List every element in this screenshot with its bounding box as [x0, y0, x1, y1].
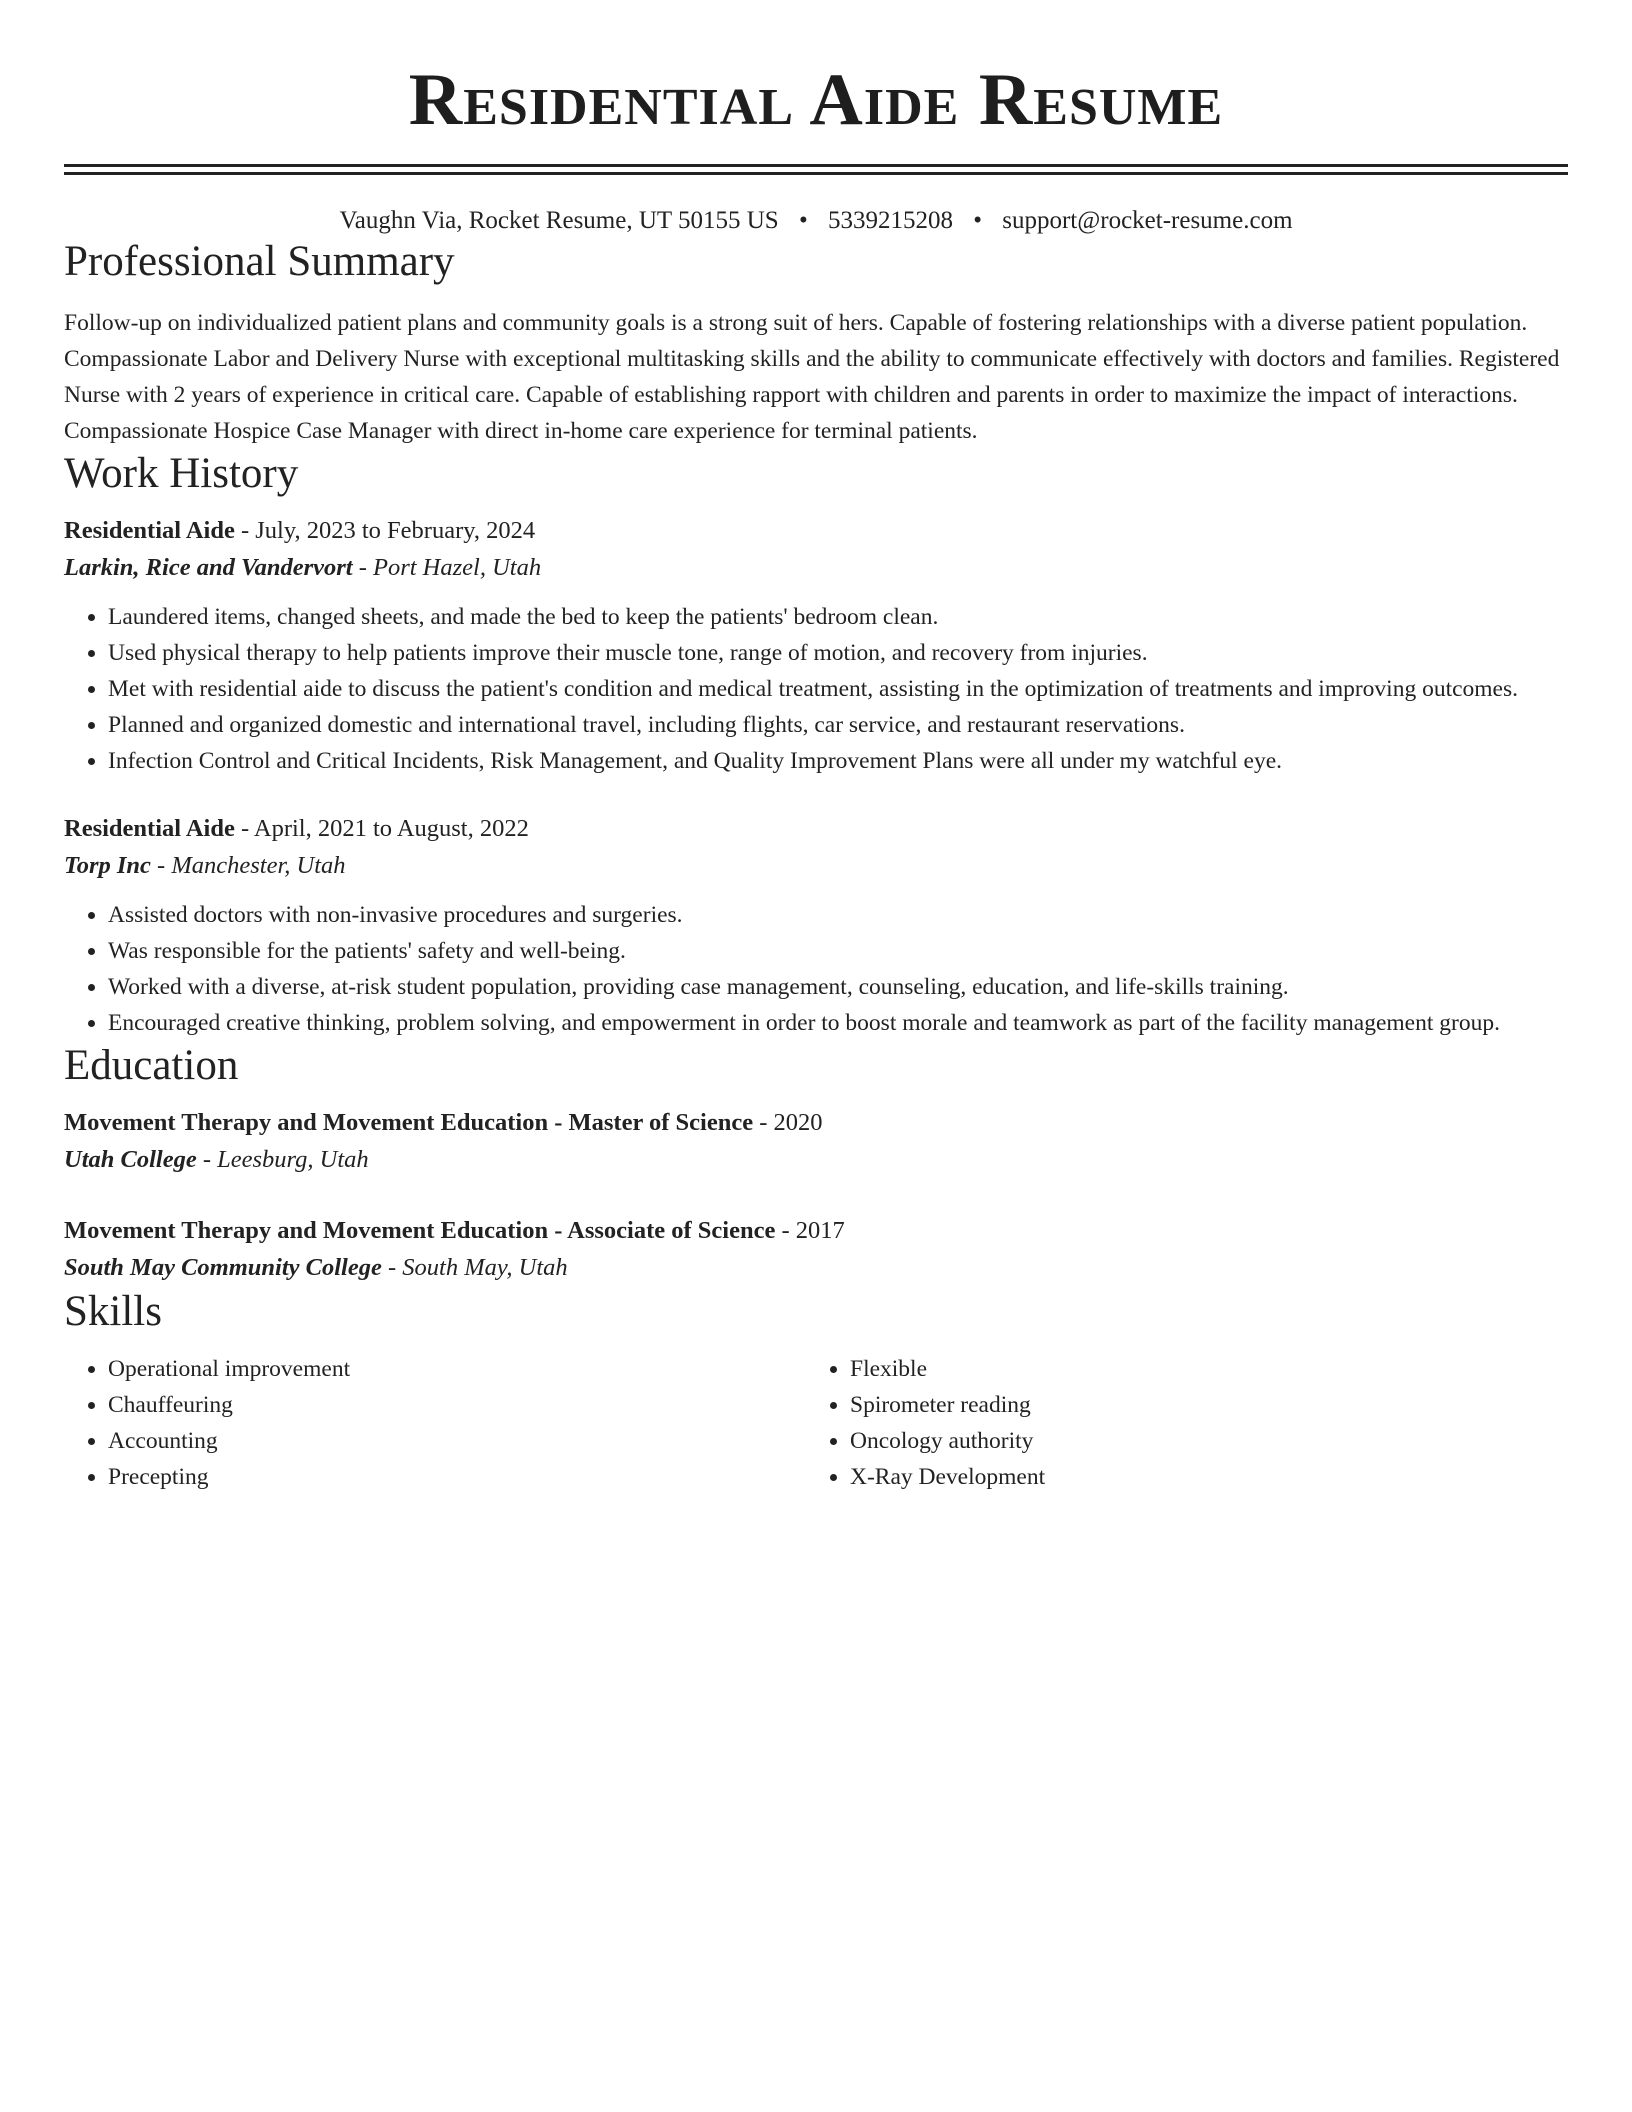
skills-columns [64, 1351, 1568, 1495]
skill-item: • Accounting [108, 1423, 806, 1459]
degree-line [64, 1105, 1568, 1141]
list-item: • Planned and organized domestic and international travel, including flights, car service, and restaurant reservations. [108, 707, 1568, 743]
job-dates: - July, 2023 to February, 2024 [234, 517, 536, 544]
job-employer-line [64, 847, 1568, 885]
summary-section [64, 237, 1568, 449]
skill-item: • Precepting [108, 1459, 806, 1495]
work-history-section [64, 449, 1568, 1041]
summary-heading: Professional Summary [64, 238, 455, 285]
job-company: Torp Inc [64, 852, 151, 879]
list-item: • Infection Control and Critical Incidents, Risk Management, and Quality Improvement Plans were all under my watchful eye. [108, 743, 1568, 779]
degree-year: - 2020 [753, 1109, 823, 1136]
job-entry [64, 513, 1568, 779]
job-title: Residential Aide [64, 517, 235, 544]
school-name: South May Community College [64, 1254, 382, 1281]
degree-line [64, 1213, 1568, 1249]
education-entry [64, 1213, 1568, 1287]
list-item: • Was responsible for the patients' safety and well-being. [108, 933, 1568, 969]
skill-item: • Chauffeuring [108, 1387, 806, 1423]
degree-name: Movement Therapy and Movement Education - Master of Science [64, 1109, 754, 1136]
school-location: - Leesburg, Utah [196, 1146, 369, 1173]
contact-phone: 5339215208 [827, 207, 953, 234]
skill-item: • Spirometer reading [850, 1387, 1548, 1423]
contact-separator: • [973, 207, 982, 234]
list-item: • Worked with a diverse, at-risk student population, providing case management, counseling, education, and life-skills training. [108, 969, 1568, 1005]
school-name: Utah College [64, 1146, 197, 1173]
skills-list-left [64, 1351, 806, 1495]
school-location: - South May, Utah [381, 1254, 568, 1281]
job-location: - Manchester, Utah [150, 852, 346, 879]
school-line [64, 1249, 1568, 1287]
school-line [64, 1141, 1568, 1179]
job-title: Residential Aide [64, 815, 235, 842]
job-dates: - April, 2021 to August, 2022 [234, 815, 529, 842]
job-header [64, 811, 1568, 847]
contact-line [64, 205, 1568, 237]
list-item: • Met with residential aide to discuss the patient's condition and medical treatment, assisting in the optimization of treatments and improving outcomes. [108, 671, 1568, 707]
education-heading: Education [64, 1042, 239, 1089]
education-entry [64, 1105, 1568, 1179]
skill-item: • Flexible [850, 1351, 1548, 1387]
degree-year: - 2017 [775, 1217, 845, 1244]
skill-item: • X-Ray Development [850, 1459, 1548, 1495]
job-header [64, 513, 1568, 549]
job-duties-list [64, 897, 1568, 1041]
skills-section [64, 1287, 1568, 1495]
degree-name: Movement Therapy and Movement Education - Associate of Science [64, 1217, 776, 1244]
job-employer-line [64, 549, 1568, 587]
skill-item: • Operational improvement [108, 1351, 806, 1387]
title-double-rule [64, 164, 1568, 175]
work-history-heading: Work History [64, 450, 299, 497]
list-item: • Encouraged creative thinking, problem solving, and empowerment in order to boost morale and teamwork as part of the facility management group. [108, 1005, 1568, 1041]
contact-email: support@rocket-resume.com [1002, 207, 1293, 234]
contact-separator: • [798, 207, 808, 234]
skills-list-right [806, 1351, 1548, 1495]
list-item: • Assisted doctors with non-invasive procedures and surgeries. [108, 897, 1568, 933]
skills-heading: Skills [64, 1288, 162, 1335]
contact-address: Vaughn Via, Rocket Resume, UT 50155 US [339, 207, 779, 234]
job-location: - Port Hazel, Utah [352, 554, 542, 581]
skill-item: • Oncology authority [850, 1423, 1548, 1459]
job-company: Larkin, Rice and Vandervort [64, 554, 353, 581]
job-duties-list [64, 599, 1568, 779]
summary-text: Follow-up on individualized patient plans and community goals is a strong suit of hers. Capable of fostering relationships with a diverse patient population. Compassionate Labor and Delivery Nurse with exceptional multitasking skills and the ability to communicate effectively with doctors and families. Registered Nurse with 2 years of experience in critical care. Capable of establishing rapport with children and parents in order to maximize the impact of interactions. Compassionate Hospice Case Manager with direct in-home care experience for terminal patients. [64, 310, 1560, 444]
list-item: • Laundered items, changed sheets, and made the bed to keep the patients' bedroom clean. [108, 599, 1568, 635]
resume-title: Residential Aide Resume [408, 59, 1224, 141]
job-entry [64, 811, 1568, 1041]
list-item: • Used physical therapy to help patients improve their muscle tone, range of motion, and recovery from injuries. [108, 635, 1568, 671]
education-section [64, 1041, 1568, 1287]
